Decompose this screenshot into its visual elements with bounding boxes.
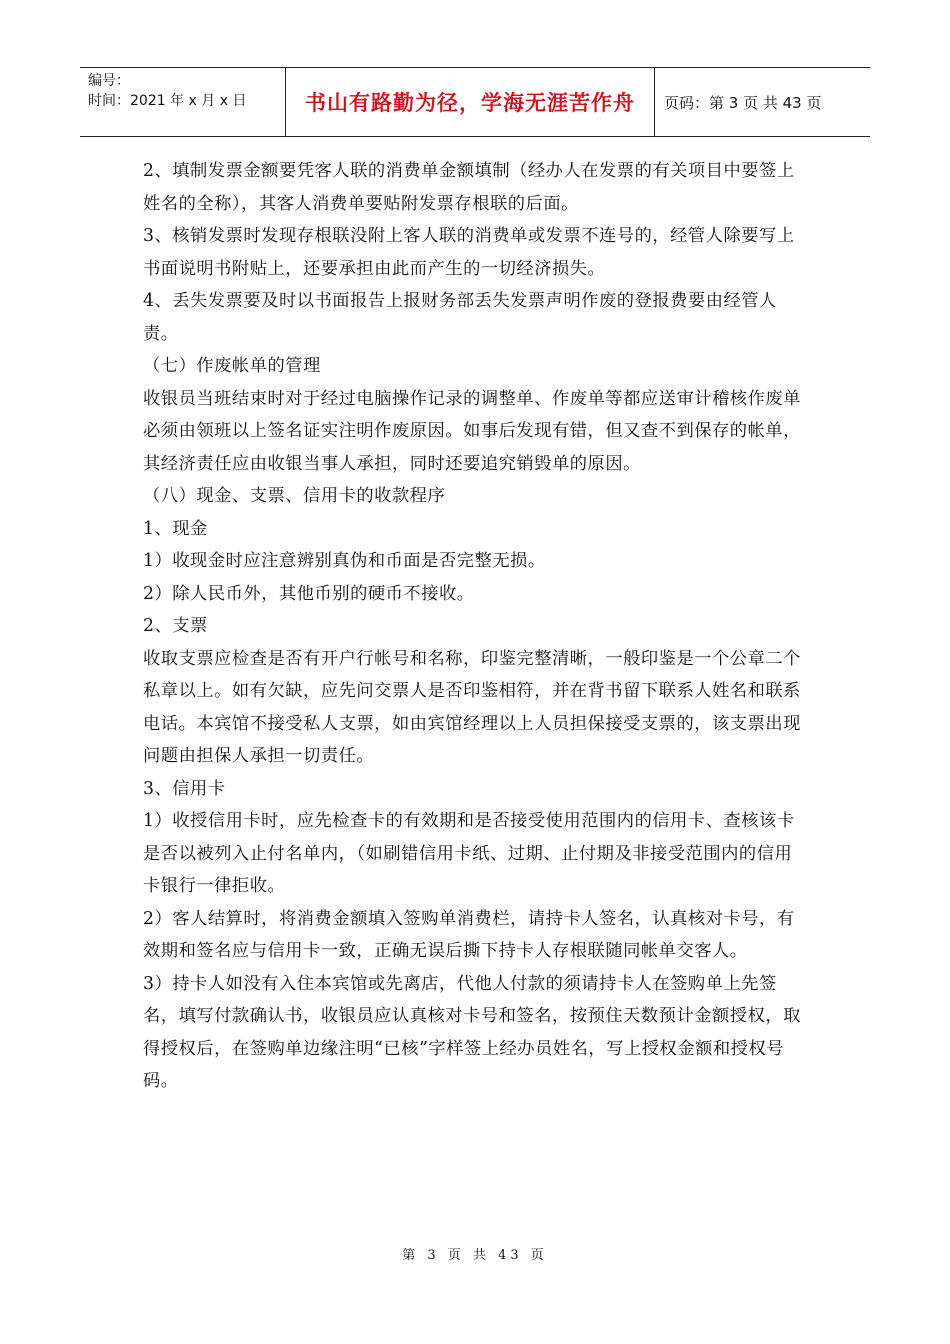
paragraph: 1）收现金时应注意辨别真伪和币面是否完整无损。 [143, 551, 546, 571]
paragraph: 2）客人结算时，将消费金额填入签购单消费栏，请持卡人签名，认真核对卡号，有效期和签名应与信用卡一致，正确无误后撕下持卡人存根联随同帐单交客人。 [143, 908, 795, 961]
document-body [143, 155, 805, 1098]
paragraph: 2）除人民币外，其他币别的硬币不接收。 [143, 583, 475, 604]
paragraph: 3）持卡人如没有入住本宾馆或先离店，代他人付款的须请持卡人在签购单上先签名，填写付款确认书，收银员应认真核对卡号和签名，按预住天数预计金额授权，取得授权后，在签购单边缘注明“已核”字样签上经办员姓名，写上授权金额和授权号码。 [143, 973, 801, 1091]
header-page-number: 页码：第 3 页 共 43 页 [664, 93, 822, 112]
header-motto: 书山有路勤为径，学海无涯苦作舟 [305, 91, 635, 115]
page-footer: 第 3 页 共 43 页 [402, 1248, 548, 1263]
document-number-label: 编号： [88, 73, 130, 89]
paragraph: 1）收授信用卡时，应先检查卡的有效期和是否接受使用范围内的信用卡、查核该卡是否以被列入止付名单内，（如刷错信用卡纸、过期、止付期及非接受范围内的信用卡银行一律拒收。 [143, 811, 795, 896]
header-meta [80, 68, 286, 136]
subheading: 1、现金 [143, 518, 208, 539]
subheading: 2、支票 [143, 616, 208, 636]
document-date: 时间：2021 年 x 月 x 日 [88, 93, 247, 109]
page-header [80, 67, 870, 137]
paragraph: 收银员当班结束时对于经过电脑操作记录的调整单、作废单等都应送审计稽核作废单必须由领班以上签名证实注明作废原因。如事后发现有错，但又查不到保存的帐单，其经济责任应由收银当事人承担，同时还要追究销毁单的原因。 [143, 388, 801, 474]
paragraph: 2、填制发票金额要凭客人联的消费单金额填制（经办人在发票的有关项目中要签上姓名的全称），其客人消费单要贴附发票存根联的后面。 [143, 161, 795, 214]
subheading: 3、信用卡 [143, 778, 226, 799]
header-motto-cell [286, 68, 655, 136]
paragraph: 4、丢失发票要及时以书面报告上报财务部丢失发票声明作废的登报费要由经管人责。 [143, 291, 777, 344]
paragraph: 收取支票应检查是否有开户行帐号和名称，印鉴完整清晰，一般印鉴是一个公章二个私章以上。如有欠缺，应先问交票人是否印鉴相符，并在背书留下联系人姓名和联系电话。本宾馆不接受私人支票，如由宾馆经理以上人员担保接受支票的，该支票出现问题由担保人承担一切责任。 [143, 648, 801, 766]
section-heading: （七）作废帐单的管理 [143, 356, 321, 376]
header-page-info [664, 68, 870, 136]
paragraph: 3、核销发票时发现存根联没附上客人联的消费单或发票不连号的，经管人除要写上书面说明书附贴上，还要承担由此而产生的一切经济损失。 [143, 226, 795, 279]
section-heading: （八）现金、支票、信用卡的收款程序 [143, 486, 446, 506]
